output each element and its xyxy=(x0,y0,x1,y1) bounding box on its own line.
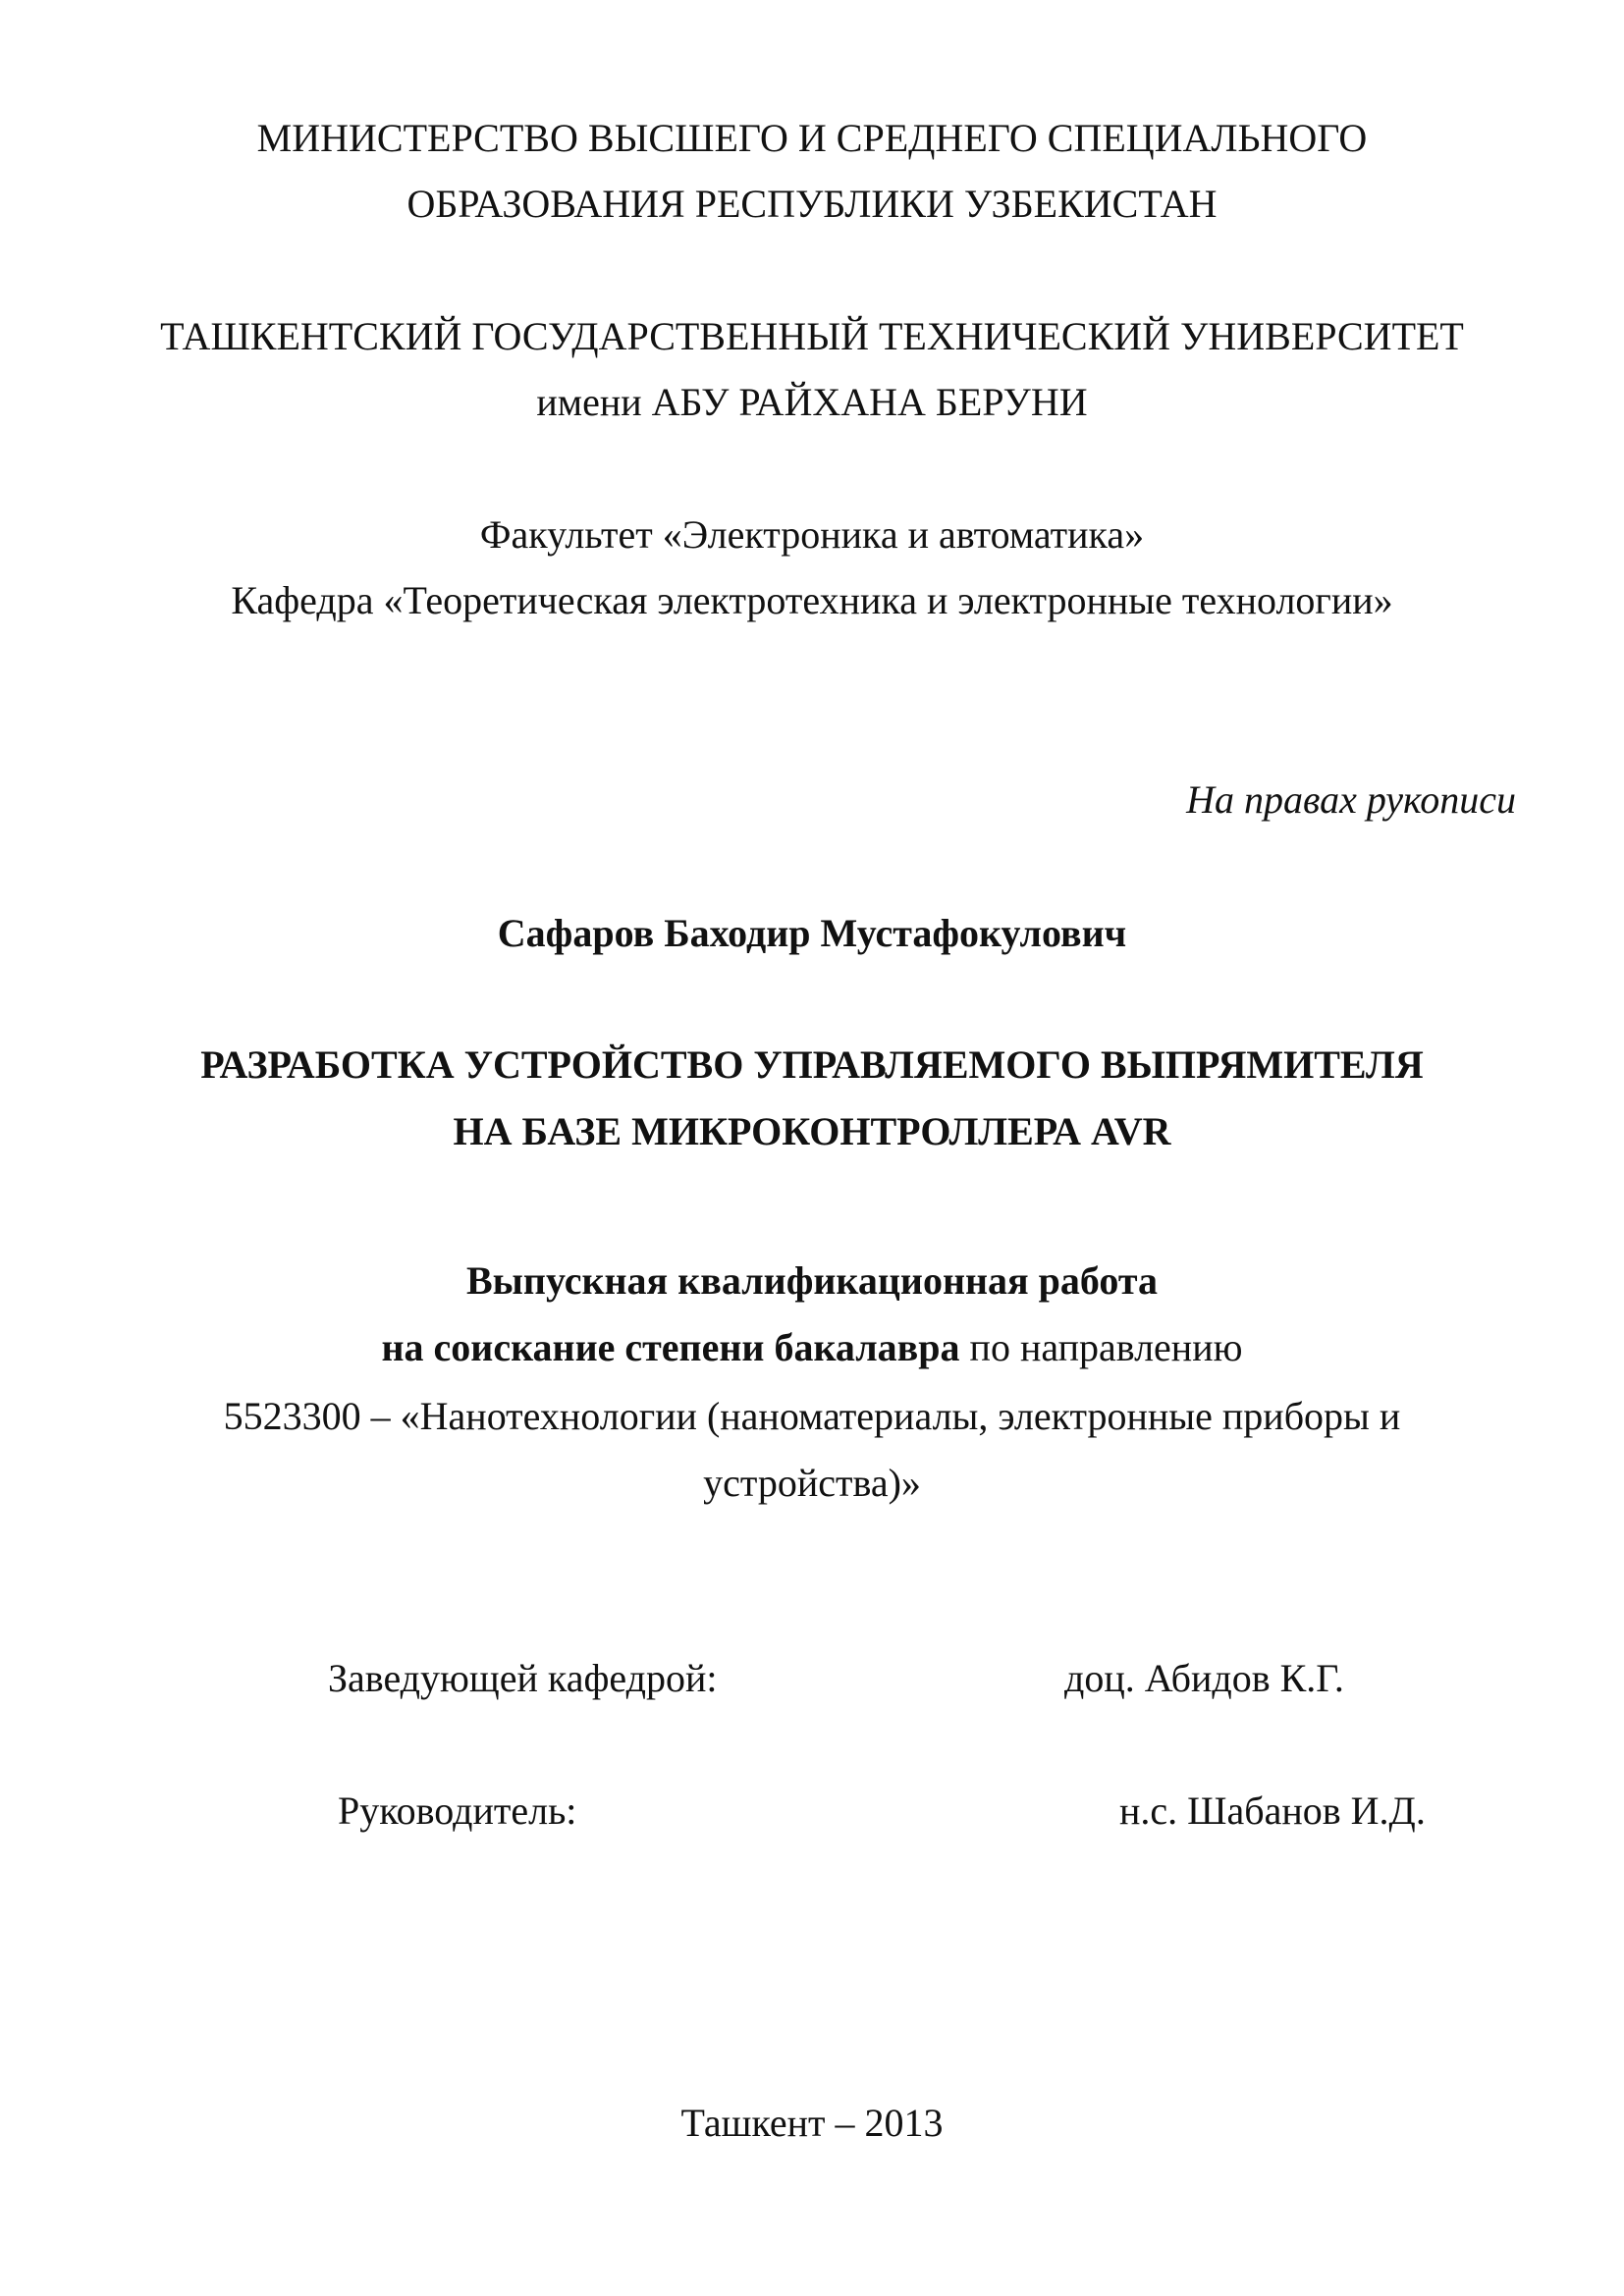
head-of-department-name: доц. Абидов К.Г. xyxy=(1064,1656,1344,1700)
thesis-title-line-1: РАЗРАБОТКА УСТРОЙСТВО УПРАВЛЯЕМОГО ВЫПРЯМИТЕЛЯ xyxy=(200,1042,1424,1087)
supervisor-name: н.с. Шабанов И.Д. xyxy=(1119,1789,1426,1833)
supervisor-label: Руководитель: xyxy=(338,1789,577,1833)
ministry-line-1: МИНИСТЕРСТВО ВЫСШЕГО И СРЕДНЕГО СПЕЦИАЛЬНОГО xyxy=(256,116,1368,160)
specialty-line-2: устройства)» xyxy=(703,1461,921,1505)
ministry-line-2: ОБРАЗОВАНИЯ РЕСПУБЛИКИ УЗБЕКИСТАН xyxy=(406,182,1218,226)
specialty-line-1: 5523300 – «Нанотехнологии (наноматериалы, электронные приборы и xyxy=(223,1394,1401,1438)
university-line-2: имени АБУ РАЙХАНА БЕРУНИ xyxy=(536,380,1088,424)
city-year: Ташкент – 2013 xyxy=(680,2101,944,2145)
degree-rest: по направлению xyxy=(959,1325,1243,1369)
manuscript-note: На правах рукописи xyxy=(1186,777,1516,822)
work-type: Выпускная квалификационная работа xyxy=(465,1258,1159,1303)
head-of-department-label: Заведующей кафедрой: xyxy=(328,1656,718,1700)
faculty-line: Факультет «Электроника и автоматика» xyxy=(479,512,1145,557)
degree-bold: на соискание степени бакалавра xyxy=(381,1325,960,1369)
thesis-title-line-2: НА БАЗЕ МИКРОКОНТРОЛЛЕРА AVR xyxy=(453,1109,1171,1153)
university-line-1: ТАШКЕНТСКИЙ ГОСУДАРСТВЕННЫЙ ТЕХНИЧЕСКИЙ УНИВЕРСИТЕТ xyxy=(160,314,1464,358)
degree-line xyxy=(0,1323,1624,1372)
author-name: Сафаров Баходир Мустафокулович xyxy=(497,911,1127,955)
department-line: Кафедра «Теоретическая электротехника и электронные технологии» xyxy=(231,578,1393,622)
